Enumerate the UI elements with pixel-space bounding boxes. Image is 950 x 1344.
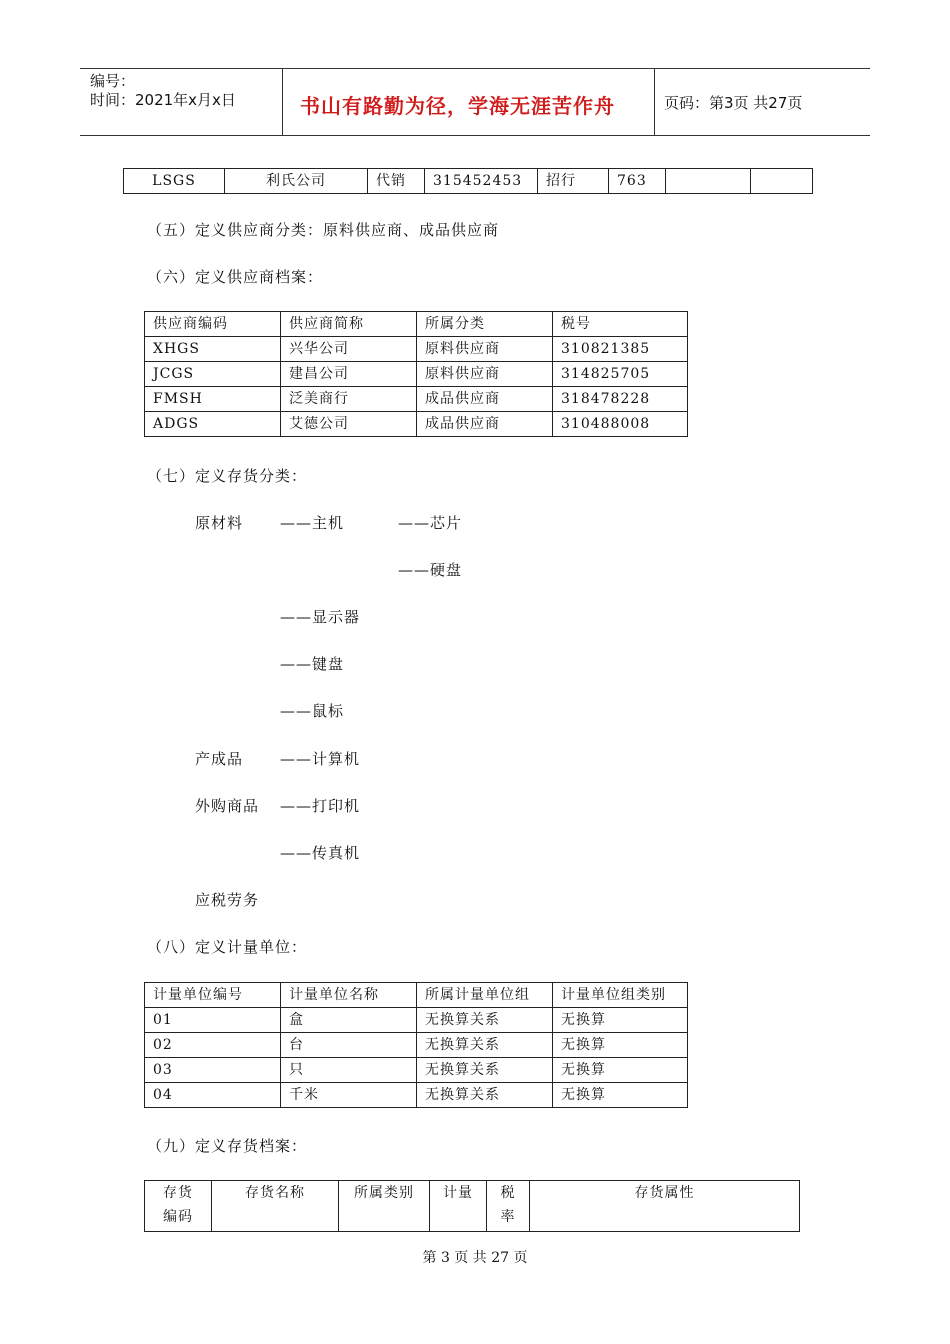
table-header-cell: 所属分类 bbox=[417, 312, 553, 337]
table-cell: 310488008 bbox=[553, 412, 688, 437]
table-row bbox=[145, 337, 688, 362]
category-item: ——显示器 bbox=[280, 608, 361, 626]
header-number: 编号： bbox=[90, 72, 136, 90]
table-cell: 无换算关系 bbox=[417, 1083, 553, 1108]
table-cell: 原料供应商 bbox=[417, 362, 553, 387]
header-motto: 书山有路勤为径，学海无涯苦作舟 bbox=[300, 94, 615, 118]
table-cell: JCGS bbox=[145, 362, 281, 387]
table-row bbox=[145, 1033, 688, 1058]
section-6-title: （六）定义供应商档案： bbox=[147, 268, 324, 286]
header-bottom-rule bbox=[80, 135, 870, 136]
table-cell: 成品供应商 bbox=[417, 387, 553, 412]
category-label: 产成品 bbox=[195, 750, 244, 768]
inventory-table bbox=[144, 1180, 800, 1232]
table-cell: 无换算关系 bbox=[417, 1033, 553, 1058]
table-header-cell: 供应商简称 bbox=[281, 312, 417, 337]
table-cell: 02 bbox=[145, 1033, 281, 1058]
table-cell: 03 bbox=[145, 1058, 281, 1083]
header-divider-right bbox=[654, 68, 655, 135]
header-top-rule bbox=[80, 68, 870, 69]
table-row bbox=[145, 412, 688, 437]
table-cell: 无换算 bbox=[553, 1083, 688, 1108]
page-footer: 第 3 页 共 27 页 bbox=[422, 1250, 528, 1266]
table-cell: 无换算 bbox=[553, 1033, 688, 1058]
table-cell: 成品供应商 bbox=[417, 412, 553, 437]
table-cell: 千米 bbox=[281, 1083, 417, 1108]
table-header-cell bbox=[212, 1181, 339, 1232]
table-header-cell bbox=[487, 1181, 530, 1232]
table-header-cell: 计量单位组类别 bbox=[553, 983, 688, 1008]
table-cell bbox=[751, 169, 813, 194]
table-header-row bbox=[145, 1181, 800, 1232]
table-cell: 763 bbox=[609, 169, 666, 194]
category-item: ——鼠标 bbox=[280, 702, 345, 720]
table-row bbox=[124, 169, 813, 194]
category-item: ——键盘 bbox=[280, 655, 345, 673]
section-7-title: （七）定义存货分类： bbox=[147, 467, 308, 485]
table-cell: 310821385 bbox=[553, 337, 688, 362]
table-cell: 盒 bbox=[281, 1008, 417, 1033]
category-item: ——计算机 bbox=[280, 750, 361, 768]
table-cell: 兴华公司 bbox=[281, 337, 417, 362]
supplier-table bbox=[144, 311, 688, 437]
table-row bbox=[145, 1008, 688, 1033]
header-line: 存货名称 bbox=[245, 1185, 305, 1201]
table-cell: 代销 bbox=[368, 169, 425, 194]
table-header-cell: 所属计量单位组 bbox=[417, 983, 553, 1008]
header-line: 率 bbox=[500, 1209, 516, 1225]
table-row bbox=[145, 387, 688, 412]
table-cell: 泛美商行 bbox=[281, 387, 417, 412]
table-cell: 01 bbox=[145, 1008, 281, 1033]
section-9-title: （九）定义存货档案： bbox=[147, 1137, 308, 1155]
table-row bbox=[145, 1083, 688, 1108]
table-header-cell bbox=[339, 1181, 430, 1232]
header-line: 所属类别 bbox=[354, 1185, 414, 1201]
table-cell: 艾德公司 bbox=[281, 412, 417, 437]
customer-table-tail bbox=[123, 168, 813, 194]
category-subitem: ——硬盘 bbox=[398, 561, 463, 579]
table-cell: FMSH bbox=[145, 387, 281, 412]
category-item: ——主机 bbox=[280, 514, 345, 532]
table-header-cell bbox=[430, 1181, 487, 1232]
header-line: 存货属性 bbox=[634, 1185, 695, 1201]
table-cell: 无换算关系 bbox=[417, 1058, 553, 1083]
table-cell: 建昌公司 bbox=[281, 362, 417, 387]
table-header-row bbox=[145, 312, 688, 337]
table-cell: XHGS bbox=[145, 337, 281, 362]
category-item: ——打印机 bbox=[280, 797, 361, 815]
table-header-cell bbox=[530, 1181, 800, 1232]
table-cell: 315452453 bbox=[425, 169, 538, 194]
table-header-row bbox=[145, 983, 688, 1008]
table-cell: 无换算关系 bbox=[417, 1008, 553, 1033]
table-cell: 314825705 bbox=[553, 362, 688, 387]
table-header-cell bbox=[145, 1181, 212, 1232]
table-cell: 原料供应商 bbox=[417, 337, 553, 362]
table-header-cell: 供应商编码 bbox=[145, 312, 281, 337]
table-header-cell: 税号 bbox=[553, 312, 688, 337]
section-5-title: （五）定义供应商分类：原料供应商、成品供应商 bbox=[147, 221, 500, 239]
category-item: ——传真机 bbox=[280, 844, 361, 862]
unit-table bbox=[144, 982, 688, 1108]
header-line: 存货 bbox=[163, 1185, 193, 1201]
table-cell: 04 bbox=[145, 1083, 281, 1108]
header-line: 编码 bbox=[163, 1209, 193, 1225]
category-label: 外购商品 bbox=[195, 797, 260, 815]
table-cell: ADGS bbox=[145, 412, 281, 437]
table-cell: LSGS bbox=[124, 169, 225, 194]
table-row bbox=[145, 362, 688, 387]
category-label: 应税劳务 bbox=[195, 891, 260, 909]
category-subitem: ——芯片 bbox=[398, 514, 463, 532]
header-time: 时间：2021年x月x日 bbox=[90, 91, 236, 109]
table-row bbox=[145, 1058, 688, 1083]
table-cell: 无换算 bbox=[553, 1008, 688, 1033]
category-label: 原材料 bbox=[195, 514, 244, 532]
section-8-title: （八）定义计量单位： bbox=[147, 938, 308, 956]
table-cell: 招行 bbox=[538, 169, 609, 194]
table-header-cell: 计量单位名称 bbox=[281, 983, 417, 1008]
table-cell: 台 bbox=[281, 1033, 417, 1058]
table-cell: 318478228 bbox=[553, 387, 688, 412]
table-cell: 只 bbox=[281, 1058, 417, 1083]
header-page: 页码：第3页 共27页 bbox=[664, 94, 803, 112]
header-divider-left bbox=[282, 68, 283, 135]
table-cell: 无换算 bbox=[553, 1058, 688, 1083]
table-header-cell: 计量单位编号 bbox=[145, 983, 281, 1008]
table-cell bbox=[666, 169, 751, 194]
header-line: 计量 bbox=[443, 1185, 473, 1201]
header-line: 税 bbox=[500, 1185, 516, 1201]
table-cell: 利氏公司 bbox=[225, 169, 368, 194]
